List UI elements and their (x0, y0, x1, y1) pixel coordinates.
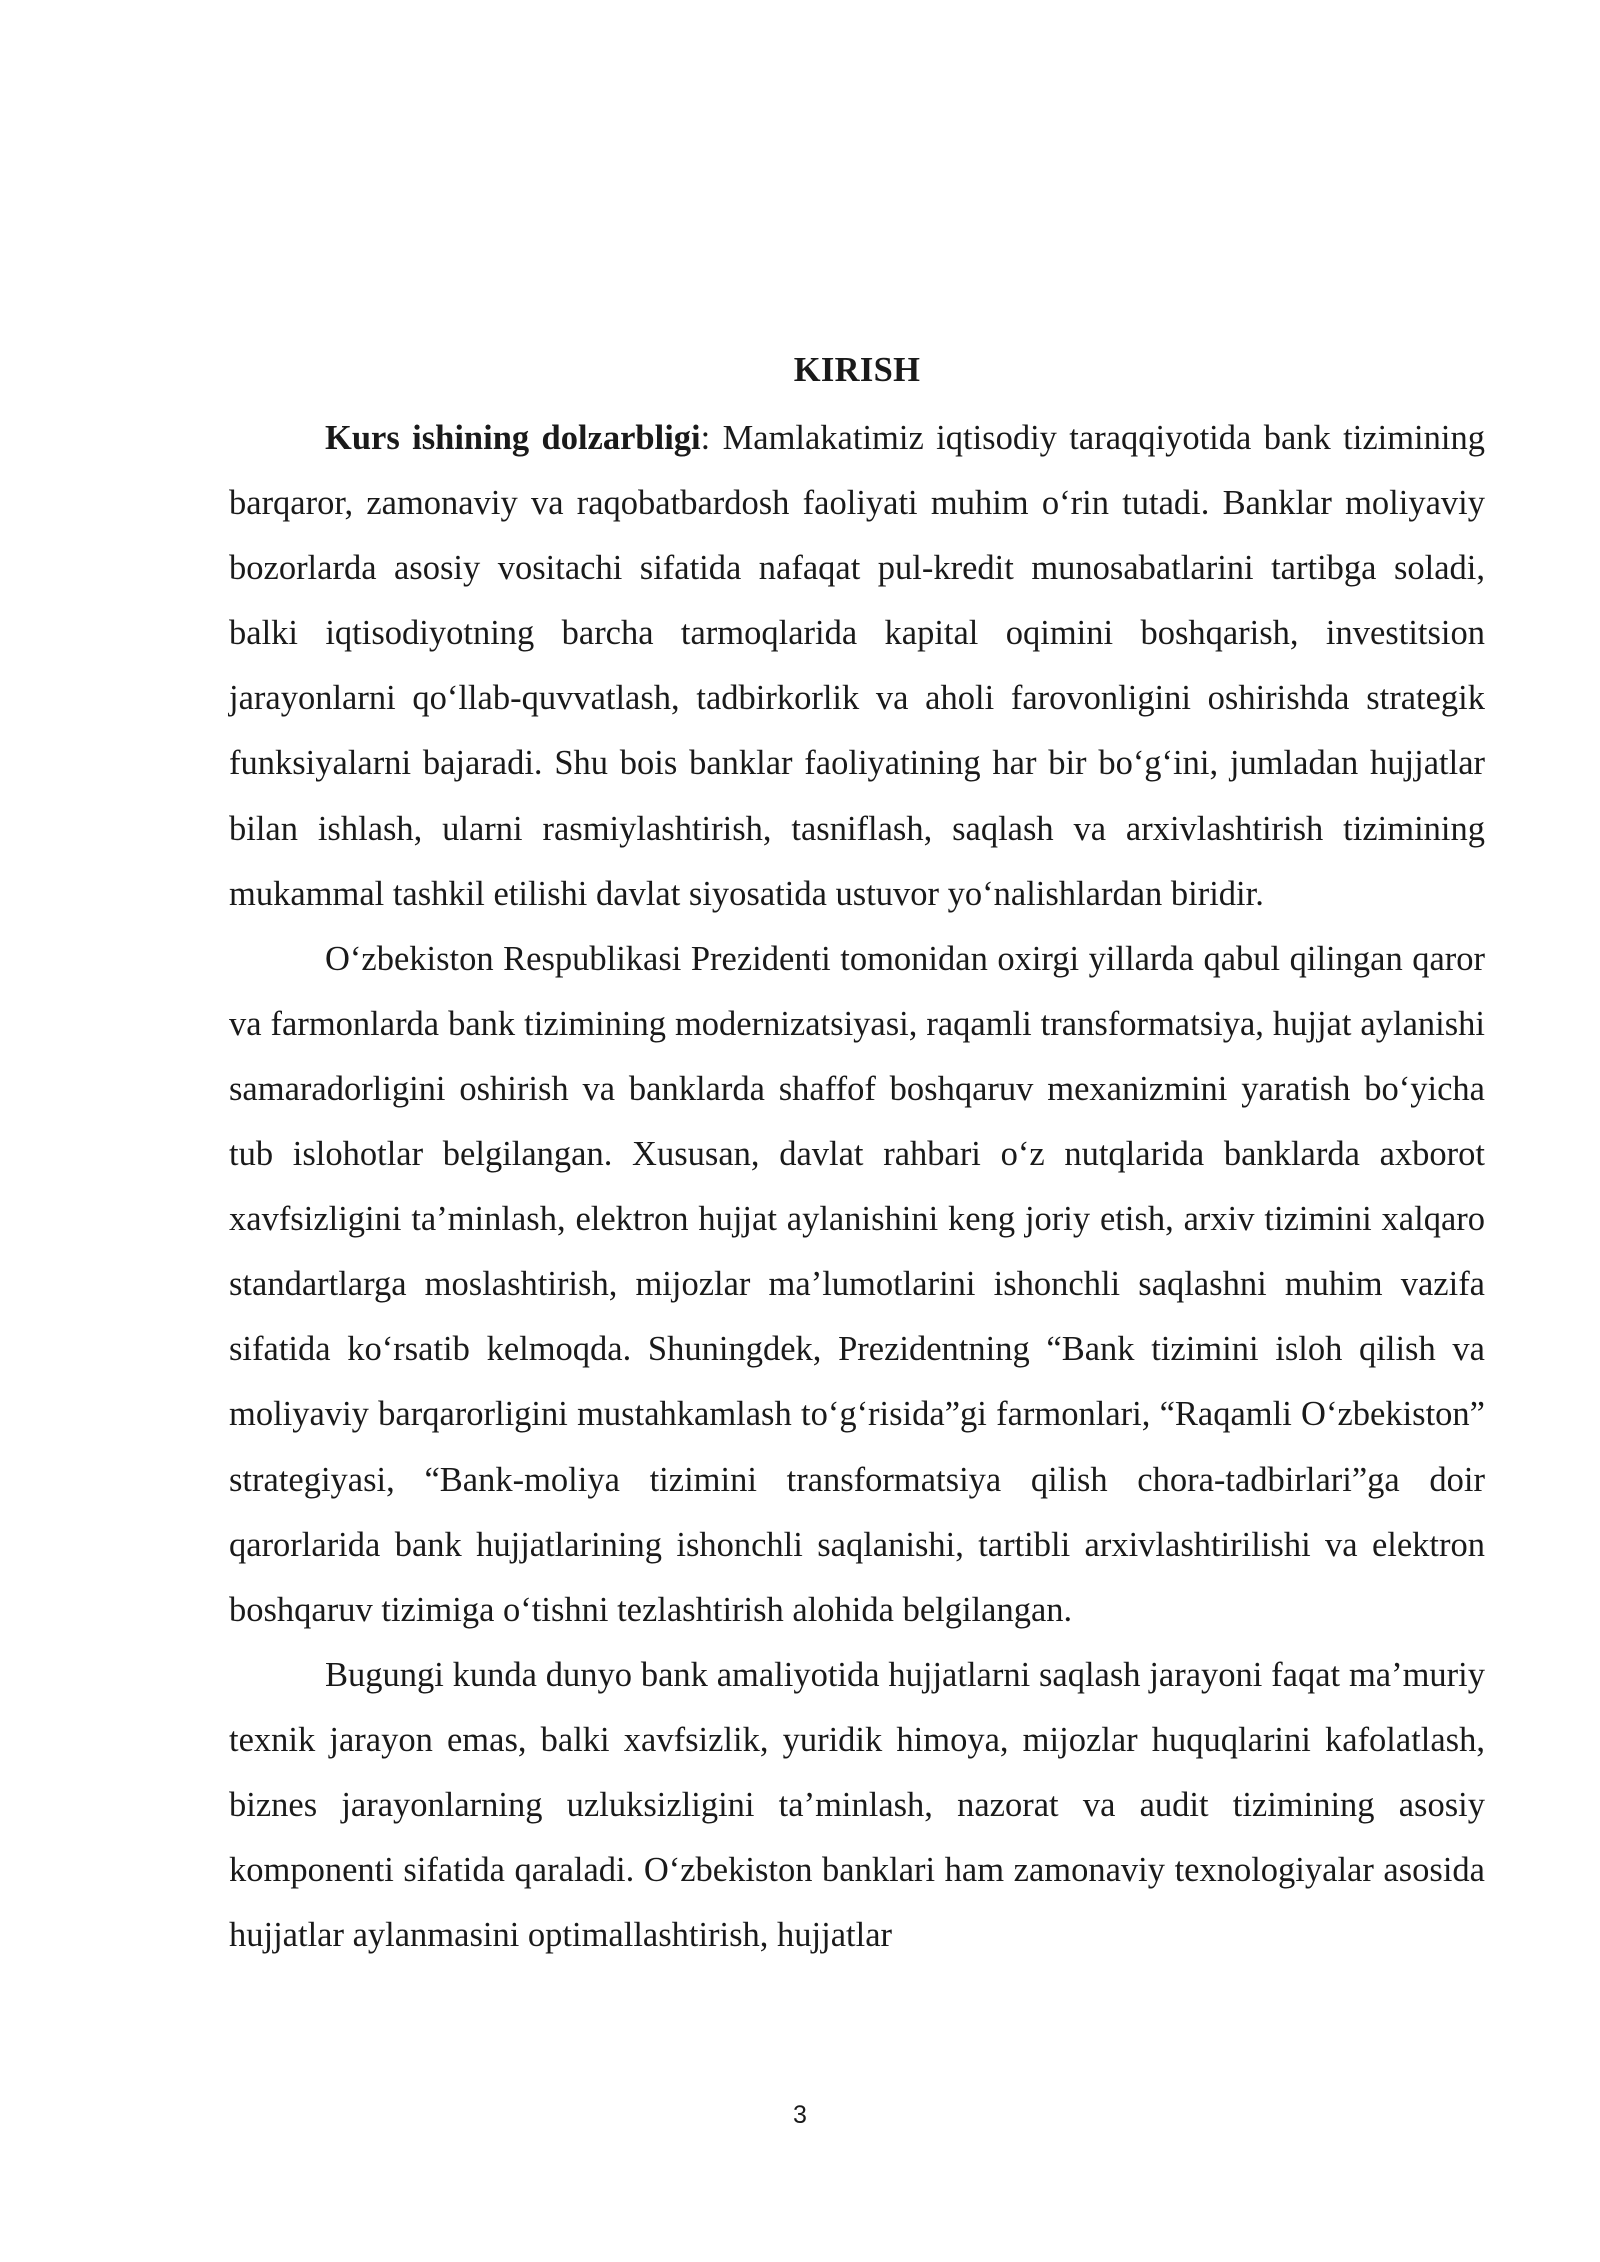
paragraph-1 (229, 406, 1485, 927)
paragraph-1-text: Mamlakatimiz iqtisodiy taraqqiyotida bank tizimining barqaror, zamonaviy va raqobatbardosh faoliyati muhim o‘rin tutadi. Banklar moliyaviy bozorlarda asosiy vositachi sifatida nafaqat pul-kredit munosabatlarini tartibga soladi, balki iqtisodiyotning barcha tarmoqlarida kapital oqimini boshqarish, investitsion jarayonlarni qo‘llab-quvvatlash, tadbirkorlik va aholi farovonligini oshirishda strategik funksiyalarni bajaradi. Shu bois banklar faoliyatining har bir bo‘g‘ini, jumladan hujjatlar bilan ishlash, ularni rasmiylashtirish, tasniflash, saqlash va arxivlashtirish tizimining mukammal tashkil etilishi davlat siyosatida ustuvor yo‘nalishlardan biridir. (229, 419, 1485, 913)
page-content (229, 341, 1485, 1968)
section-heading: KIRISH (793, 351, 921, 389)
paragraph-2: O‘zbekiston Respublikasi Prezidenti tomonidan oxirgi yillarda qabul qilingan qaror va farmonlarda bank tizimining modernizatsiyasi, raqamli transformatsiya, hujjat aylanishi samaradorligini oshirish va banklarda shaffof boshqaruv mexanizmini yaratish bo‘yicha tub islohotlar belgilangan. Xususan, davlat rahbari o‘z nutqlarida banklarda axborot xavfsizligini ta’minlash, elektron hujjat aylanishini keng joriy etish, arxiv tizimini xalqaro standartlarga moslashtirish, mijozlar ma’lumotlarini ishonchli saqlashni muhim vazifa sifatida ko‘rsatib kelmoqda. Shuningdek, Prezidentning “Bank tizimini isloh qilish va moliyaviy barqarorligini mustahkamlash to‘g‘risida”gi farmonlari, “Raqamli O‘zbekiston” strategiyasi, “Bank-moliya tizimini transformatsiya qilish chora-tadbirlari”ga doir qarorlarida bank hujjatlarining ishonchli saqlanishi, tartibli arxivlashtirilishi va elektron boshqaruv tizimiga o‘tishni tezlashtirish alohida belgilangan. (229, 939, 1485, 1629)
paragraph-3: Bugungi kunda dunyo bank amaliyotida hujjatlarni saqlash jarayoni faqat ma’muriy texnik jarayon emas, balki xavfsizlik, yuridik himoya, mijozlar huquqlarini kafolatlash, biznes jarayonlarning uzluksizligini ta’minlash, nazorat va audit tizimining asosiy komponenti sifatida qaraladi. O‘zbekiston banklari ham zamonaviy texnologiyalar asosida hujjatlar aylanmasini optimallashtirish, hujjatlar (229, 1655, 1485, 1955)
page-number: 3 (793, 2101, 807, 2129)
paragraph-1-lead-suffix: : (700, 419, 711, 457)
paragraph-1-lead: Kurs ishining dolzarbligi (325, 419, 701, 457)
